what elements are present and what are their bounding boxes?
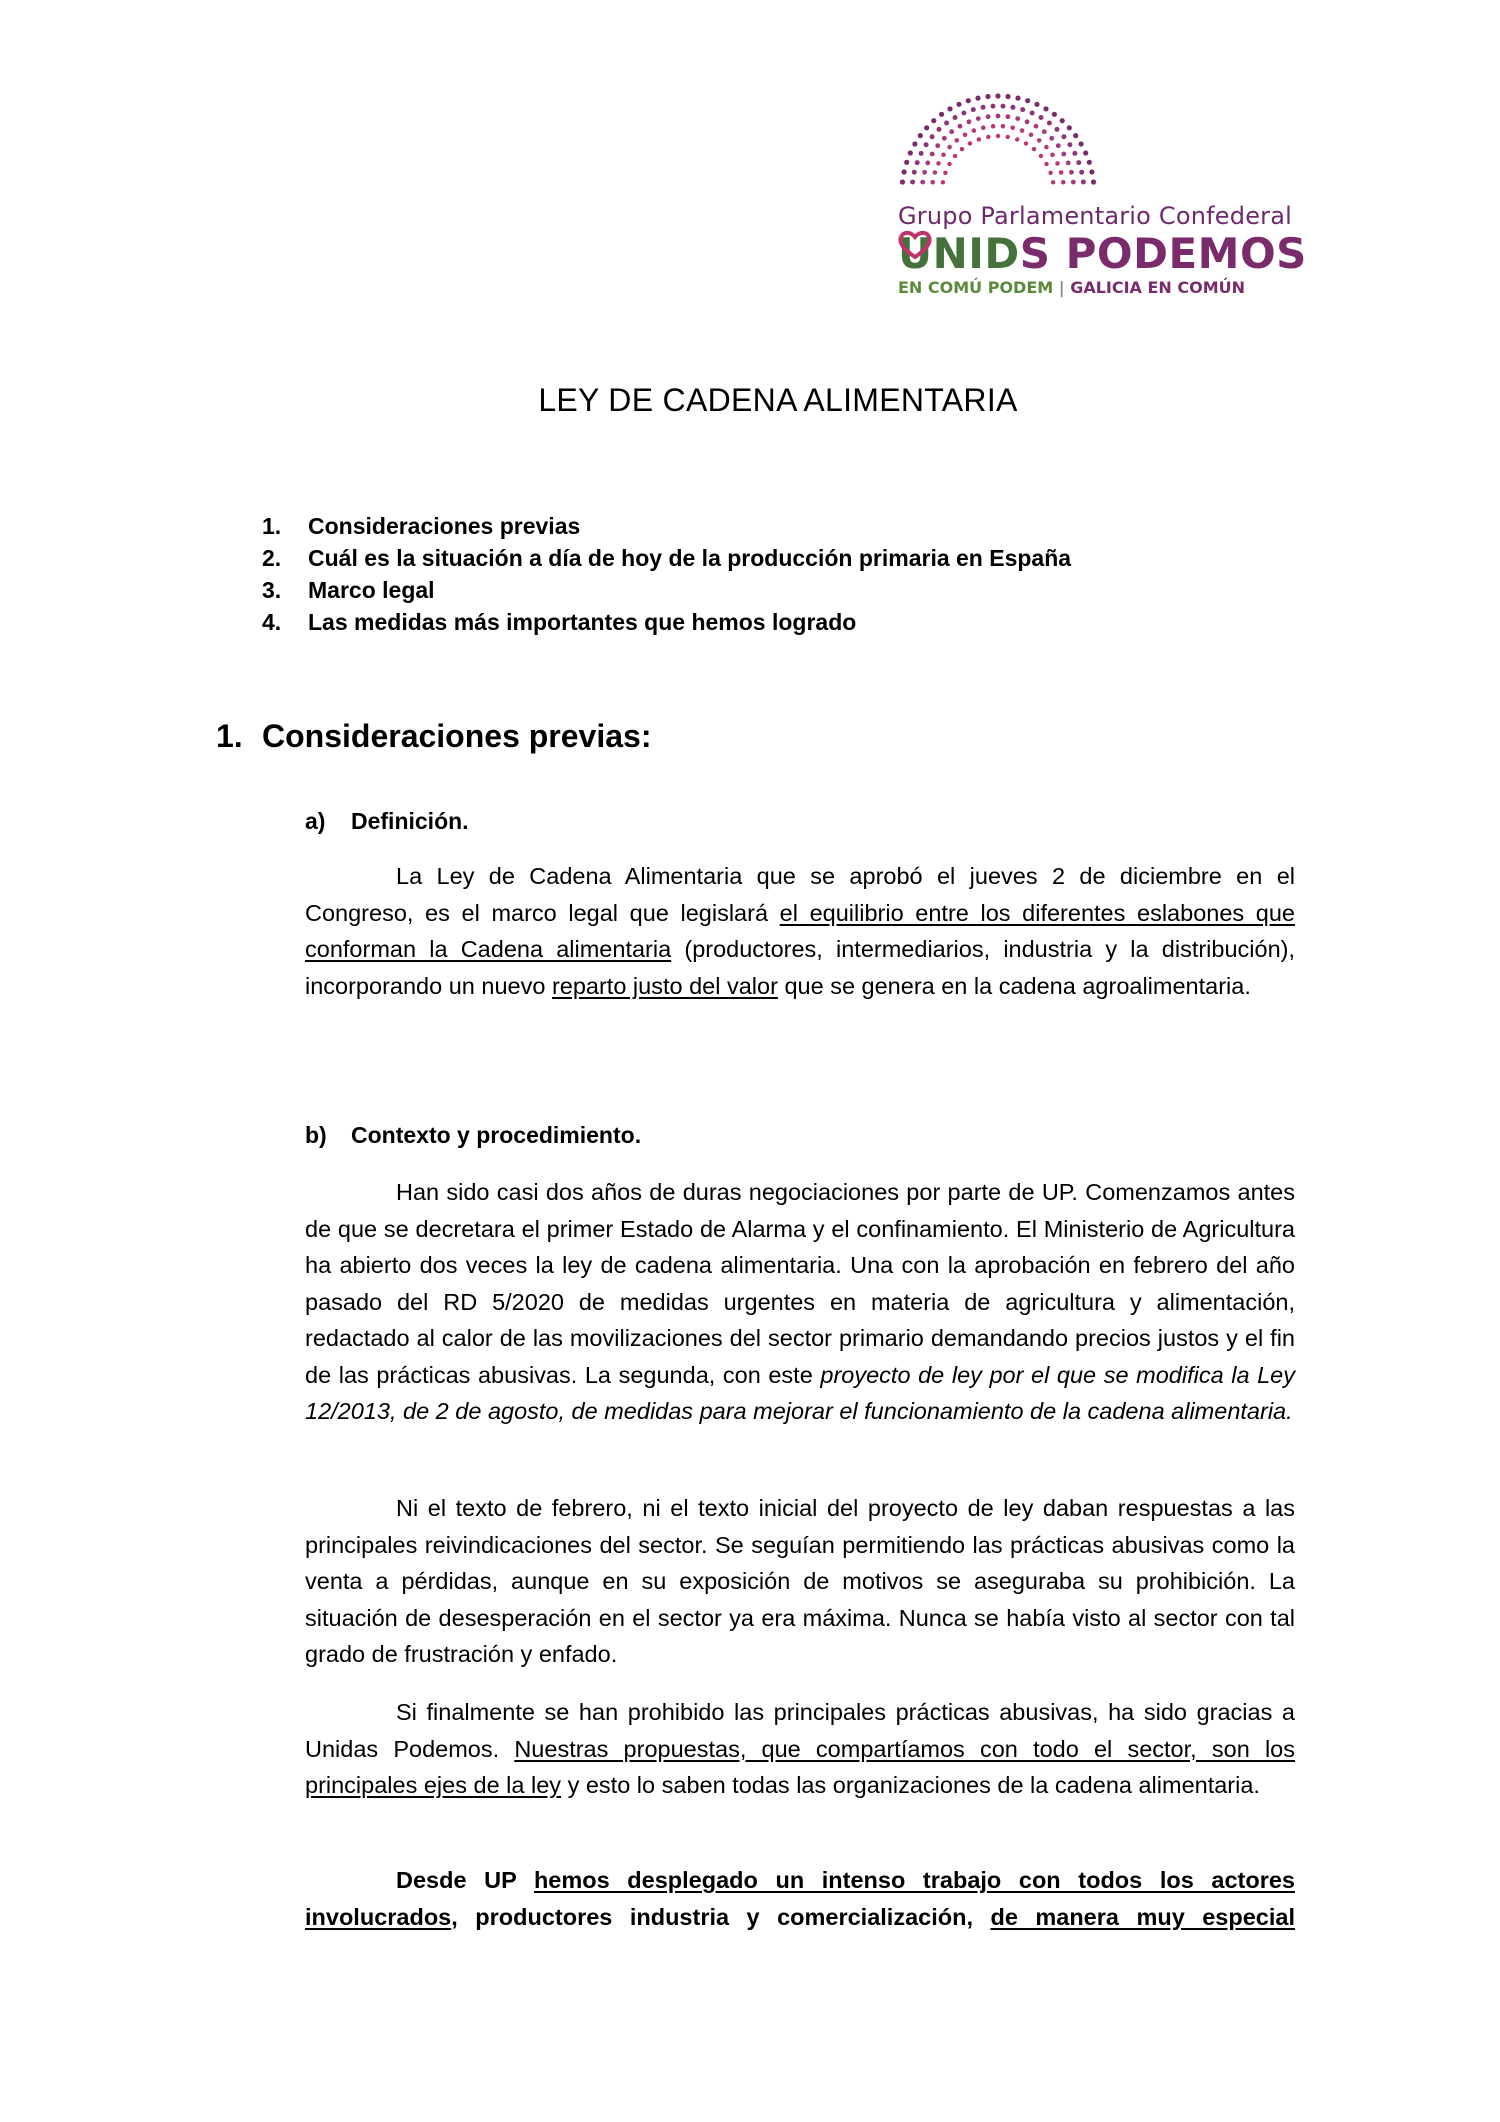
logo-arc-dot bbox=[1047, 121, 1052, 126]
logo-arc-dot bbox=[1039, 115, 1044, 120]
toc-item-label: Consideraciones previas bbox=[308, 513, 581, 539]
logo-arc-dot bbox=[968, 141, 972, 145]
logo-arc-dot bbox=[1006, 135, 1010, 139]
subsection-title: Definición. bbox=[351, 808, 469, 834]
logo-arc-dot bbox=[1067, 125, 1072, 130]
logo-arc-dot bbox=[1072, 151, 1077, 156]
subsection-letter: b) bbox=[305, 1122, 327, 1148]
logo-arc-dot bbox=[1015, 96, 1020, 101]
toc-item-label: Cuál es la situación a día de hoy de la producción primaria en España bbox=[308, 545, 1072, 571]
subsection-title: Contexto y procedimiento. bbox=[351, 1122, 642, 1148]
logo-arc-dot bbox=[985, 94, 990, 99]
toc-item bbox=[262, 542, 1071, 574]
logo-coalition-b: GALICIA EN COMÚN bbox=[1070, 278, 1246, 297]
logo-arc-dot bbox=[981, 125, 986, 130]
logo-arc-dot bbox=[986, 114, 991, 119]
logo-arc-dot bbox=[1079, 141, 1084, 146]
logo-arc-dot bbox=[971, 107, 976, 112]
paragraph-contexto-1 bbox=[305, 1174, 1295, 1430]
toc-item-number: 2. bbox=[262, 545, 282, 571]
logo-arc-dot bbox=[930, 134, 935, 139]
logo-arc-dot bbox=[958, 124, 963, 129]
logo-arc-dot bbox=[924, 142, 929, 147]
logo-arc-dot bbox=[953, 115, 958, 120]
logo-arc-dot bbox=[1029, 133, 1034, 138]
logo-arc-dot bbox=[1039, 154, 1043, 158]
logo-arc-dot bbox=[949, 129, 954, 134]
logo-arc-dot bbox=[912, 170, 917, 175]
logo-arc-dot bbox=[944, 121, 949, 126]
text-run: y esto lo saben todas las organizaciones de la cadena alimentaria. bbox=[561, 1772, 1260, 1798]
logo-arc-dot bbox=[1015, 116, 1020, 121]
logo-arc-dot bbox=[1034, 102, 1039, 107]
logo-arc-dot bbox=[910, 180, 915, 185]
logo-party-name-part1: UNID bbox=[898, 229, 1020, 278]
bold-text: Desde UP bbox=[396, 1867, 534, 1893]
toc-item-label: Marco legal bbox=[308, 577, 435, 603]
bold-underlined-text: de manera muy especial bbox=[990, 1903, 1295, 1930]
logo-arc-dot bbox=[1076, 160, 1081, 165]
logo-arc-dot bbox=[915, 160, 920, 165]
bold-underlined-text: hemos desplegado un intenso trabajo con todos los actores involucrados bbox=[305, 1867, 1295, 1930]
logo-arc-dot bbox=[939, 112, 944, 117]
logo-arc-dot bbox=[972, 128, 977, 133]
logo-arc-dot bbox=[1055, 127, 1060, 132]
logo-arc-dot bbox=[1005, 94, 1010, 99]
logo-arc-dot bbox=[931, 118, 936, 123]
logo-arc-dot bbox=[1083, 150, 1088, 155]
logo-arc-dot bbox=[1061, 152, 1066, 157]
paragraph-contexto-4 bbox=[305, 1862, 1295, 1935]
logo-arc-dot bbox=[1042, 129, 1047, 134]
party-logo bbox=[898, 84, 1307, 304]
italic-text: proyecto de ley por el que se modifica la Ley 12/2013, de 2 de agosto, de medidas para mejorar el funcionamiento de la cadena alimentaria. bbox=[305, 1361, 1296, 1424]
logo-party-name bbox=[898, 230, 1307, 278]
logo-arc-dot bbox=[1060, 118, 1065, 123]
logo-arc-dot bbox=[986, 135, 990, 139]
logo-arc-dot bbox=[991, 124, 996, 129]
logo-arc-dot bbox=[941, 153, 946, 158]
bold-text: , productores industria y comercialización, bbox=[451, 1903, 991, 1930]
logo-arc-dot bbox=[925, 161, 930, 166]
toc-item-number: 1. bbox=[262, 513, 282, 539]
logo-arc-dot bbox=[1024, 141, 1028, 145]
logo-arc-dot bbox=[1071, 180, 1076, 185]
logo-arc-dot bbox=[1044, 162, 1048, 166]
logo-arc-dot bbox=[919, 151, 924, 156]
logo-arc-dot bbox=[1059, 170, 1064, 175]
toc-item bbox=[262, 510, 1071, 542]
logo-arc-dot bbox=[1050, 153, 1055, 158]
logo-arc-dot bbox=[902, 169, 907, 174]
logo-arc-dot bbox=[1056, 143, 1061, 148]
logo-arc-dot bbox=[941, 180, 945, 184]
toc-item-number: 3. bbox=[262, 577, 282, 603]
logo-arc-dot bbox=[975, 96, 980, 101]
logo-arc-dot bbox=[1087, 160, 1092, 165]
subsection-heading-contexto bbox=[305, 1122, 641, 1149]
subsection-letter: a) bbox=[305, 808, 326, 834]
section-heading bbox=[216, 718, 651, 755]
logo-arc-dot bbox=[976, 116, 981, 121]
logo-arc-dot bbox=[1025, 98, 1030, 103]
logo-arc-dot bbox=[912, 141, 917, 146]
logo-arc-dot bbox=[918, 133, 923, 138]
logo-arc-dot bbox=[1025, 119, 1030, 124]
logo-arc-dot bbox=[908, 150, 913, 155]
logo-arc-dot bbox=[930, 180, 935, 185]
logo-arc-dot bbox=[933, 170, 938, 175]
subsection-heading-definicion bbox=[305, 808, 469, 835]
logo-arc-dot bbox=[977, 137, 981, 141]
logo-arc-dot bbox=[920, 180, 925, 185]
logo-arc-dot bbox=[1001, 124, 1006, 129]
logo-coalition-names bbox=[898, 278, 1245, 297]
underlined-text: el equilibrio entre los diferentes eslabones que conforman la Cadena alimentaria bbox=[305, 899, 1295, 962]
logo-arc-dot bbox=[1081, 180, 1086, 185]
logo-arc-dot bbox=[996, 114, 1001, 119]
logo-arc-dot bbox=[930, 152, 935, 157]
text-run: que se genera en la cadena agroalimentaria. bbox=[777, 972, 1251, 999]
section-title: Consideraciones previas: bbox=[262, 718, 652, 754]
logo-arc-dot bbox=[1067, 142, 1072, 147]
logo-arc-dot bbox=[1006, 114, 1011, 119]
logo-arc-dot bbox=[943, 171, 947, 175]
toc-item bbox=[262, 574, 1071, 606]
logo-arc-dot bbox=[1032, 147, 1036, 151]
text-run: (productores, intermediarios, industria y la distribución), incorporando un nuevo bbox=[305, 936, 1295, 999]
toc-item-number: 4. bbox=[262, 609, 282, 635]
logo-arc-dot bbox=[1091, 179, 1096, 184]
logo-arc-dot bbox=[1020, 128, 1025, 133]
paragraph-contexto-3 bbox=[305, 1694, 1295, 1804]
text-run: La Ley de Cadena Alimentaria que se aprobó el jueves 2 de diciembre en el Congreso, es el marco legal que legislará bbox=[305, 863, 1295, 926]
text-run: Han sido casi dos años de duras negociaciones por parte de UP. Comenzamos antes de que se decretara el primer Estado de Alarma y el confinamiento. El Ministerio de Agricultura ha abierto dos veces la ley de cadena alimentaria. Una con la aprobación en febrero del año pasado del RD 5/2020 de medidas urgentes en materia de agricultura y alimentación, redactado al calor de las movilizaciones del sector primario demandando precios justos y el fin de las prácticas abusivas. La segunda, con este bbox=[305, 1179, 1295, 1388]
logo-arc-dot bbox=[924, 125, 929, 130]
logo-arc-dot bbox=[1052, 112, 1057, 117]
logo-arc-dot bbox=[953, 154, 957, 158]
logo-arc-dot bbox=[936, 161, 941, 166]
logo-arc-dot bbox=[1089, 169, 1094, 174]
logo-arc-dot bbox=[937, 127, 942, 132]
logo-arc-dot bbox=[1010, 105, 1015, 110]
logo-arc-dot bbox=[995, 93, 1000, 98]
logo-arc-dot bbox=[966, 98, 971, 103]
logo-arc-dot bbox=[963, 133, 968, 138]
logo-arc-dot bbox=[942, 136, 947, 141]
logo-arc-dot bbox=[1051, 180, 1055, 184]
text-run: Si finalmente se han prohibido las principales prácticas abusivas, ha sido gracias a Unidas Podemos. bbox=[305, 1699, 1295, 1762]
underlined-text: Nuestras propuestas, que compartíamos con todo el sector, son los principales ejes de la ley bbox=[305, 1735, 1295, 1798]
paragraph-contexto-2: Ni el texto de febrero, ni el texto inicial del proyecto de ley daban respuestas a las principales reivindicaciones del sector. Se seguían permitiendo las prácticas abusivas como la venta a pérdidas, aunque en su exposición de motivos se aseguraba su prohibición. La situación de desesperación en el sector ya era máxima. Nunca se había visto al sector con tal grado de frustración y enfado. bbox=[305, 1495, 1295, 1667]
logo-arc-dot bbox=[1061, 134, 1066, 139]
logo-arc-dot bbox=[1049, 136, 1054, 141]
logo-coalition-a: EN COMÚ PODEM bbox=[898, 278, 1054, 297]
logo-arc-dot bbox=[955, 138, 960, 143]
logo-arc-dot bbox=[967, 119, 972, 124]
logo-arc-dot bbox=[1030, 111, 1035, 116]
paragraph-definicion bbox=[305, 858, 1295, 1004]
logo-arc-dot bbox=[991, 104, 996, 109]
logo-arc-dot bbox=[956, 102, 961, 107]
logo-arc-dot bbox=[935, 143, 940, 148]
logo-arc-dot bbox=[1020, 107, 1025, 112]
logo-arc-dot bbox=[922, 170, 927, 175]
table-of-contents bbox=[262, 510, 1071, 638]
logo-arc-dot bbox=[1037, 138, 1042, 143]
logo-arc-dot bbox=[981, 105, 986, 110]
logo-arc-dot bbox=[1043, 106, 1048, 111]
logo-arc-dot bbox=[1066, 161, 1071, 166]
logo-arc-dot bbox=[960, 147, 964, 151]
logo-coalition-separator: | bbox=[1058, 278, 1065, 297]
toc-item-label: Las medidas más importantes que hemos logrado bbox=[308, 609, 857, 635]
logo-arc-dot bbox=[1048, 171, 1052, 175]
logo-arc-dot bbox=[1001, 104, 1006, 109]
document-title: LEY DE CADENA ALIMENTARIA bbox=[538, 382, 1018, 418]
logo-arc-dot bbox=[1034, 124, 1039, 129]
logo-arc-dot bbox=[1079, 170, 1084, 175]
logo-party-name-part2: S PODEMOS bbox=[1019, 229, 1307, 278]
logo-arc-graphic bbox=[898, 84, 1098, 194]
logo-arc-dot bbox=[1015, 137, 1019, 141]
logo-arc-dot bbox=[961, 111, 966, 116]
logo-arc-dot bbox=[996, 134, 1000, 138]
logo-arc-dot bbox=[947, 162, 951, 166]
underlined-text: reparto justo del valor bbox=[551, 972, 778, 999]
section-number: 1. bbox=[216, 718, 243, 754]
logo-arc-dot bbox=[904, 160, 909, 165]
logo-group-name: Grupo Parlamentario Confederal bbox=[898, 202, 1292, 230]
logo-arc-dot bbox=[1061, 180, 1066, 185]
logo-arc-dot bbox=[1069, 170, 1074, 175]
logo-arc-dot bbox=[1073, 133, 1078, 138]
toc-item bbox=[262, 606, 1071, 638]
logo-arc-dot bbox=[1055, 161, 1060, 166]
logo-arc-dot bbox=[1010, 125, 1015, 130]
logo-arc-dot bbox=[900, 179, 905, 184]
logo-arc-dot bbox=[947, 145, 952, 150]
logo-arc-dot bbox=[947, 106, 952, 111]
logo-arc-dot bbox=[1044, 145, 1049, 150]
